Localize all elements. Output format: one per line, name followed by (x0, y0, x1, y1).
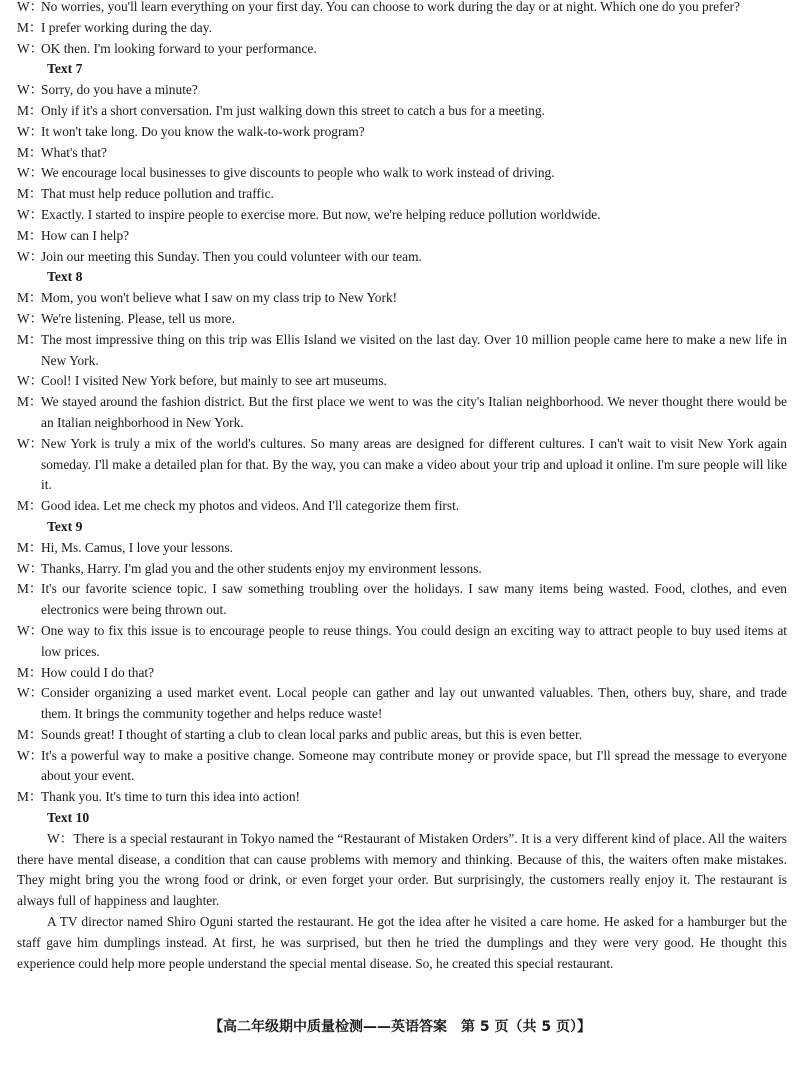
dialogue-line (17, 0, 787, 18)
dialogue-text: It's a powerful way to make a positive change. Someone may contribute money or provide space, but I'll spread the message to everyone about your event. (41, 747, 787, 784)
section-heading: Text 7 (47, 61, 83, 77)
speaker-label: M： (17, 19, 43, 35)
dialogue-text: No worries, you'll learn everything on your first day. You can choose to work during the day or at night. Which one do you prefer? (41, 0, 740, 14)
section-heading: Text 10 (47, 810, 90, 826)
speaker-label: W： (17, 310, 44, 326)
dialogue-line (17, 725, 787, 746)
dialogue-text: I prefer working during the day. (41, 19, 212, 35)
dialogue-line (17, 371, 787, 392)
speaker-label: W： (17, 123, 44, 139)
dialogue-line (17, 39, 787, 60)
speaker-label: W： (17, 747, 44, 763)
dialogue-text: It won't take long. Do you know the walk-to-work program? (41, 123, 365, 139)
dialogue-text: We stayed around the fashion district. But the first place we went to was the city's Italian neighborhood. We never thought there would be an Italian neighborhood in New York. (41, 394, 787, 430)
section-heading: Text 8 (47, 269, 83, 285)
dialogue-text: We're listening. Please, tell us more. (41, 310, 235, 326)
dialogue-text: Sounds great! I thought of starting a club to clean local parks and public areas, but this is even better. (41, 726, 583, 742)
dialogue-line (17, 309, 787, 330)
speaker-label: M： (17, 726, 43, 742)
speaker-label: M： (17, 581, 43, 597)
dialogue-line (17, 184, 787, 205)
speaker-label: M： (17, 539, 43, 555)
speaker-label: M： (17, 394, 43, 410)
dialogue-line (17, 392, 787, 434)
dialogue-line (17, 683, 787, 725)
transcript-body (17, 0, 787, 974)
dialogue-line (17, 288, 787, 309)
dialogue-line (17, 247, 787, 268)
dialogue-text: Only if it's a short conversation. I'm just walking down this street to catch a bus for a meeting. (41, 102, 545, 118)
dialogue-line (17, 787, 787, 808)
dialogue-text: Join our meeting this Sunday. Then you could volunteer with our team. (41, 248, 422, 264)
dialogue-text: How can I help? (41, 227, 130, 243)
dialogue-line (17, 621, 787, 663)
speaker-label: W： (17, 560, 44, 576)
page-footer: 【高二年级期中质量检测——英语答案 第 5 页（共 5 页）】 (209, 1019, 591, 1035)
dialogue-text: What's that? (41, 144, 107, 160)
dialogue-text: We encourage local businesses to give discounts to people who walk to work instead of driving. (41, 165, 555, 181)
speaker-label: W： (17, 206, 44, 222)
speaker-label: M： (17, 331, 43, 347)
speaker-label: M： (17, 664, 43, 680)
dialogue-line (17, 663, 787, 684)
dialogue-text: New York is truly a mix of the world's cultures. So many areas are designed for different cultures. I can't wait to visit New York again someday. I'll make a detailed plan for that. By the way, you can make a video about your trip and upload it online. I'm sure people will like it. (41, 435, 787, 493)
dialogue-text: That must help reduce pollution and traffic. (41, 186, 274, 202)
dialogue-line (17, 122, 787, 143)
dialogue-line (17, 330, 787, 372)
dialogue-line (17, 226, 787, 247)
speaker-label: M： (17, 290, 43, 306)
dialogue-line (17, 18, 787, 39)
passage-paragraph: W：There is a special restaurant in Tokyo named the “Restaurant of Mistaken Orders”. It is a very different kind of place. All the waiters there have mental disease, a condition that can cause problems with memory and thinking. Because of this, the waiters often make mistakes. They might bring you the wrong food or drink, or even forget your order. But surprisingly, the customers really enjoy it. The restaurant is always full of happiness and laughter. (17, 830, 787, 909)
dialogue-text: Mom, you won't believe what I saw on my class trip to New York! (41, 290, 398, 306)
speaker-label: W： (17, 40, 44, 56)
speaker-label: M： (17, 144, 43, 160)
dialogue-line (17, 163, 787, 184)
dialogue-text: It's our favorite science topic. I saw something troubling over the holidays. I saw many items being wasted. Food, clothes, and even electronics were being thrown out. (41, 581, 787, 618)
dialogue-text: Consider organizing a used market event. Local people can gather and lay out unwanted valuables. Then, others buy, share, and trade them. It brings the community together and helps reduce waste! (41, 685, 787, 722)
dialogue-text: Cool! I visited New York before, but mainly to see art museums. (41, 373, 387, 389)
dialogue-text: The most impressive thing on this trip was Ellis Island we visited on the last day. Over 10 million people came here to make a new life in New York. (41, 331, 787, 368)
dialogue-text: OK then. I'm looking forward to your performance. (41, 40, 317, 56)
dialogue-line (17, 143, 787, 164)
dialogue-line (17, 101, 787, 122)
dialogue-text: How could I do that? (41, 664, 155, 680)
speaker-label: M： (17, 102, 43, 118)
dialogue-text: Hi, Ms. Camus, I love your lessons. (41, 539, 233, 555)
dialogue-line (17, 80, 787, 101)
section-heading: Text 9 (47, 518, 83, 534)
dialogue-text: Thanks, Harry. I'm glad you and the other students enjoy my environment lessons. (41, 560, 482, 576)
dialogue-line (17, 205, 787, 226)
passage-paragraph: A TV director named Shiro Oguni started the restaurant. He got the idea after he visited a care home. He asked for a hamburger but the staff gave him dumplings instead. At first, he was surprised, but then he tried the dumplings and they were very good. He thought this experience could help more people understand the special mental disease. So, he created this special restaurant. (17, 914, 787, 971)
speaker-label: W： (17, 0, 44, 14)
speaker-label: M： (17, 227, 43, 243)
speaker-label: W： (17, 622, 44, 638)
speaker-label: W： (17, 373, 44, 389)
speaker-label: M： (17, 789, 43, 805)
dialogue-line (17, 559, 787, 580)
speaker-label: M： (17, 498, 43, 514)
speaker-label: W： (17, 82, 44, 98)
speaker-label: W： (17, 685, 44, 701)
speaker-label: W： (17, 165, 44, 181)
dialogue-text: Good idea. Let me check my photos and videos. And I'll categorize them first. (41, 498, 460, 514)
dialogue-line (17, 746, 787, 788)
speaker-label: M： (17, 186, 43, 202)
dialogue-text: One way to fix this issue is to encourage people to reuse things. You could design an exciting way to attract people to buy used items at low prices. (41, 622, 787, 659)
speaker-label: W： (17, 435, 44, 451)
speaker-label: W： (17, 248, 44, 264)
dialogue-text: Thank you. It's time to turn this idea into action! (41, 789, 301, 805)
dialogue-text: Sorry, do you have a minute? (41, 82, 198, 98)
dialogue-text: Exactly. I started to inspire people to exercise more. But now, we're helping reduce pollution worldwide. (41, 206, 601, 222)
dialogue-line (17, 579, 787, 621)
dialogue-line (17, 496, 787, 517)
dialogue-line (17, 538, 787, 559)
dialogue-line (17, 434, 787, 496)
